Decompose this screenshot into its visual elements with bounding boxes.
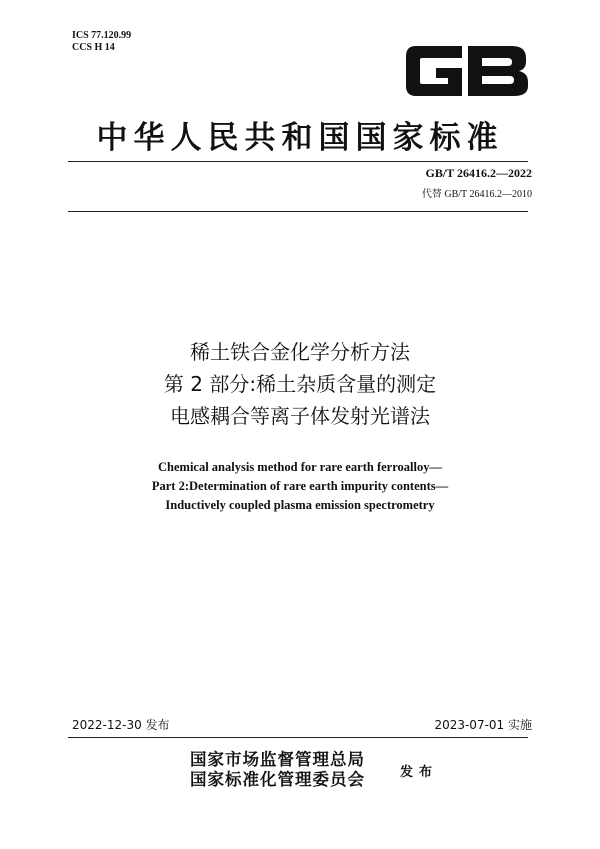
chinese-title-line-3: 电感耦合等离子体发射光谱法 bbox=[170, 404, 430, 428]
bottom-rule bbox=[68, 737, 528, 738]
ics-code: ICS 77.120.99 bbox=[72, 30, 132, 41]
classification-codes bbox=[72, 30, 131, 54]
english-title-line-3: Inductively coupled plasma emission spectrometry bbox=[165, 498, 435, 512]
top-rule bbox=[68, 161, 528, 162]
issuing-organizations bbox=[190, 750, 365, 790]
replaces-standard: 代替 GB/T 26416.2—2010 bbox=[421, 189, 532, 200]
english-title-line-1: Chemical analysis method for rare earth ferroalloy— bbox=[158, 460, 442, 474]
issue-label: 发布 bbox=[400, 765, 439, 780]
issuer-sac: 国家标准化管理委员会 bbox=[190, 770, 365, 789]
standard-number bbox=[426, 166, 532, 181]
middle-rule bbox=[68, 211, 528, 212]
national-standard-title: 中华人民共和国国家标准 bbox=[96, 120, 504, 156]
implementation-date: 2023-07-01 实施 bbox=[434, 718, 532, 732]
chinese-title-line-2: 第 2 部分:稀土杂质含量的测定 bbox=[163, 372, 437, 396]
english-title bbox=[0, 458, 600, 515]
ccs-code: CCS H 14 bbox=[72, 42, 115, 53]
chinese-title bbox=[0, 336, 600, 432]
publish-date: 2022-12-30 发布 bbox=[72, 718, 170, 732]
chinese-title-line-1: 稀土铁合金化学分析方法 bbox=[190, 340, 410, 364]
gb-logo bbox=[402, 40, 532, 102]
standard-number-text: GB/T 26416.2—2022 bbox=[425, 166, 532, 180]
english-title-line-2: Part 2:Determination of rare earth impurity contents— bbox=[151, 479, 449, 493]
issuer-samr: 国家市场监督管理总局 bbox=[190, 750, 365, 769]
